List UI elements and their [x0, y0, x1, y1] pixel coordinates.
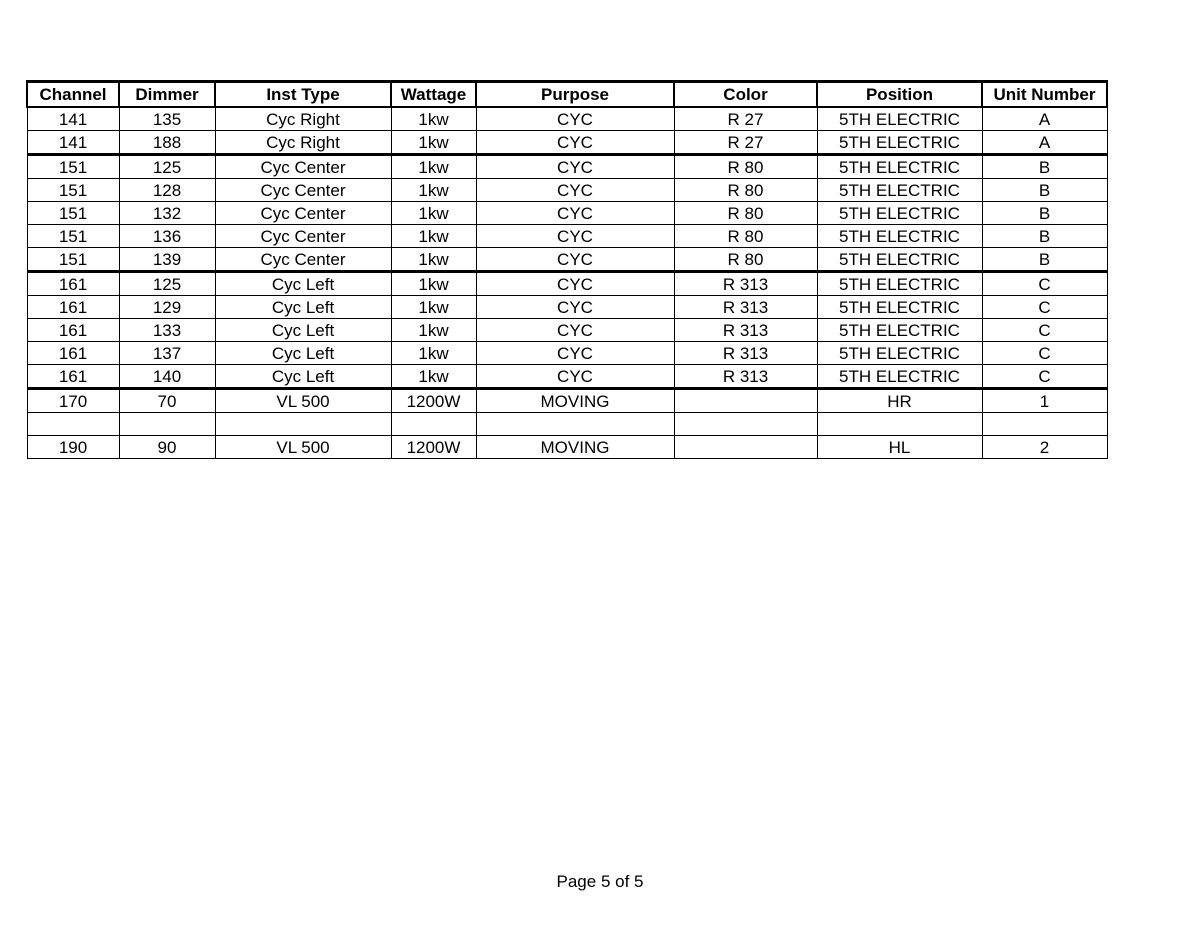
- unit-number-cell: 2: [982, 436, 1107, 459]
- channel-cell: 151: [27, 179, 119, 202]
- color-cell: R 80: [674, 179, 817, 202]
- unit-number-cell: A: [982, 131, 1107, 155]
- channel-cell: 161: [27, 342, 119, 365]
- color-cell: R 313: [674, 365, 817, 389]
- wattage-cell: 1200W: [391, 389, 476, 413]
- channel-cell: 190: [27, 436, 119, 459]
- unit-number-cell: C: [982, 272, 1107, 296]
- dimmer-cell: 125: [119, 155, 215, 179]
- purpose-cell: [476, 413, 674, 436]
- unit-number-cell: B: [982, 155, 1107, 179]
- position-cell: [817, 413, 982, 436]
- purpose-cell: CYC: [476, 179, 674, 202]
- wattage-cell: 1kw: [391, 179, 476, 202]
- dimmer-cell: 125: [119, 272, 215, 296]
- purpose-cell: MOVING: [476, 436, 674, 459]
- inst-type-cell: Cyc Right: [215, 131, 391, 155]
- column-header-purpose: Purpose: [476, 82, 674, 108]
- unit-number-cell: [982, 413, 1107, 436]
- inst-type-cell: VL 500: [215, 389, 391, 413]
- inst-type-cell: Cyc Center: [215, 155, 391, 179]
- wattage-cell: 1kw: [391, 107, 476, 131]
- wattage-cell: 1kw: [391, 155, 476, 179]
- dimmer-cell: 188: [119, 131, 215, 155]
- purpose-cell: CYC: [476, 248, 674, 272]
- color-cell: R 313: [674, 319, 817, 342]
- unit-number-cell: A: [982, 107, 1107, 131]
- inst-type-cell: Cyc Center: [215, 225, 391, 248]
- channel-cell: 141: [27, 107, 119, 131]
- position-cell: 5TH ELECTRIC: [817, 319, 982, 342]
- table-row: [27, 107, 1107, 131]
- position-cell: 5TH ELECTRIC: [817, 296, 982, 319]
- table-row: [27, 296, 1107, 319]
- wattage-cell: 1kw: [391, 202, 476, 225]
- channel-cell: 151: [27, 248, 119, 272]
- position-cell: 5TH ELECTRIC: [817, 365, 982, 389]
- inst-type-cell: Cyc Center: [215, 202, 391, 225]
- inst-type-cell: Cyc Left: [215, 342, 391, 365]
- position-cell: 5TH ELECTRIC: [817, 225, 982, 248]
- inst-type-cell: Cyc Left: [215, 272, 391, 296]
- channel-cell: [27, 413, 119, 436]
- table-row: [27, 342, 1107, 365]
- inst-type-cell: Cyc Left: [215, 365, 391, 389]
- dimmer-cell: 136: [119, 225, 215, 248]
- column-header-channel: Channel: [27, 82, 119, 108]
- position-cell: 5TH ELECTRIC: [817, 155, 982, 179]
- table-row: [27, 225, 1107, 248]
- unit-number-cell: B: [982, 202, 1107, 225]
- wattage-cell: [391, 413, 476, 436]
- color-cell: R 80: [674, 155, 817, 179]
- dimmer-cell: 135: [119, 107, 215, 131]
- channel-cell: 161: [27, 296, 119, 319]
- purpose-cell: CYC: [476, 155, 674, 179]
- dimmer-cell: [119, 413, 215, 436]
- inst-type-cell: [215, 413, 391, 436]
- column-header-dimmer: Dimmer: [119, 82, 215, 108]
- dimmer-cell: 70: [119, 389, 215, 413]
- wattage-cell: 1kw: [391, 248, 476, 272]
- table-row: [27, 155, 1107, 179]
- channel-cell: 170: [27, 389, 119, 413]
- position-cell: 5TH ELECTRIC: [817, 131, 982, 155]
- column-header-position: Position: [817, 82, 982, 108]
- color-cell: R 27: [674, 131, 817, 155]
- instrument-schedule-table: [26, 80, 1108, 459]
- wattage-cell: 1kw: [391, 319, 476, 342]
- dimmer-cell: 139: [119, 248, 215, 272]
- color-cell: [674, 389, 817, 413]
- position-cell: HR: [817, 389, 982, 413]
- unit-number-cell: C: [982, 319, 1107, 342]
- inst-type-cell: Cyc Left: [215, 296, 391, 319]
- purpose-cell: CYC: [476, 365, 674, 389]
- purpose-cell: CYC: [476, 107, 674, 131]
- purpose-cell: CYC: [476, 272, 674, 296]
- color-cell: R 313: [674, 342, 817, 365]
- dimmer-cell: 132: [119, 202, 215, 225]
- table-row-empty: [27, 413, 1107, 436]
- column-header-wattage: Wattage: [391, 82, 476, 108]
- purpose-cell: CYC: [476, 131, 674, 155]
- unit-number-cell: 1: [982, 389, 1107, 413]
- table-row: [27, 272, 1107, 296]
- position-cell: 5TH ELECTRIC: [817, 342, 982, 365]
- column-header-inst-type: Inst Type: [215, 82, 391, 108]
- column-header-color: Color: [674, 82, 817, 108]
- inst-type-cell: Cyc Left: [215, 319, 391, 342]
- purpose-cell: CYC: [476, 296, 674, 319]
- position-cell: 5TH ELECTRIC: [817, 179, 982, 202]
- unit-number-cell: B: [982, 225, 1107, 248]
- dimmer-cell: 90: [119, 436, 215, 459]
- channel-cell: 161: [27, 365, 119, 389]
- table-row: [27, 179, 1107, 202]
- dimmer-cell: 129: [119, 296, 215, 319]
- wattage-cell: 1kw: [391, 365, 476, 389]
- table-row: [27, 319, 1107, 342]
- table-row: [27, 131, 1107, 155]
- column-header-unit-number: Unit Number: [982, 82, 1107, 108]
- channel-cell: 161: [27, 319, 119, 342]
- purpose-cell: CYC: [476, 319, 674, 342]
- wattage-cell: 1kw: [391, 342, 476, 365]
- color-cell: [674, 436, 817, 459]
- inst-type-cell: Cyc Center: [215, 179, 391, 202]
- unit-number-cell: C: [982, 342, 1107, 365]
- channel-cell: 151: [27, 225, 119, 248]
- unit-number-cell: C: [982, 296, 1107, 319]
- channel-cell: 151: [27, 155, 119, 179]
- color-cell: [674, 413, 817, 436]
- dimmer-cell: 140: [119, 365, 215, 389]
- wattage-cell: 1kw: [391, 131, 476, 155]
- table-header-row: [27, 82, 1107, 108]
- channel-cell: 161: [27, 272, 119, 296]
- position-cell: 5TH ELECTRIC: [817, 248, 982, 272]
- purpose-cell: MOVING: [476, 389, 674, 413]
- inst-type-cell: Cyc Center: [215, 248, 391, 272]
- purpose-cell: CYC: [476, 342, 674, 365]
- channel-cell: 141: [27, 131, 119, 155]
- unit-number-cell: B: [982, 248, 1107, 272]
- table-row: [27, 248, 1107, 272]
- wattage-cell: 1200W: [391, 436, 476, 459]
- purpose-cell: CYC: [476, 225, 674, 248]
- dimmer-cell: 128: [119, 179, 215, 202]
- table-row: [27, 202, 1107, 225]
- inst-type-cell: Cyc Right: [215, 107, 391, 131]
- color-cell: R 80: [674, 202, 817, 225]
- purpose-cell: CYC: [476, 202, 674, 225]
- unit-number-cell: B: [982, 179, 1107, 202]
- page-number-footer: Page 5 of 5: [556, 872, 644, 891]
- position-cell: 5TH ELECTRIC: [817, 272, 982, 296]
- dimmer-cell: 137: [119, 342, 215, 365]
- wattage-cell: 1kw: [391, 296, 476, 319]
- color-cell: R 27: [674, 107, 817, 131]
- table-row: [27, 365, 1107, 389]
- color-cell: R 80: [674, 225, 817, 248]
- color-cell: R 313: [674, 272, 817, 296]
- position-cell: HL: [817, 436, 982, 459]
- wattage-cell: 1kw: [391, 225, 476, 248]
- position-cell: 5TH ELECTRIC: [817, 202, 982, 225]
- channel-cell: 151: [27, 202, 119, 225]
- table-row: [27, 389, 1107, 413]
- dimmer-cell: 133: [119, 319, 215, 342]
- wattage-cell: 1kw: [391, 272, 476, 296]
- unit-number-cell: C: [982, 365, 1107, 389]
- inst-type-cell: VL 500: [215, 436, 391, 459]
- table-row: [27, 436, 1107, 459]
- color-cell: R 80: [674, 248, 817, 272]
- position-cell: 5TH ELECTRIC: [817, 107, 982, 131]
- color-cell: R 313: [674, 296, 817, 319]
